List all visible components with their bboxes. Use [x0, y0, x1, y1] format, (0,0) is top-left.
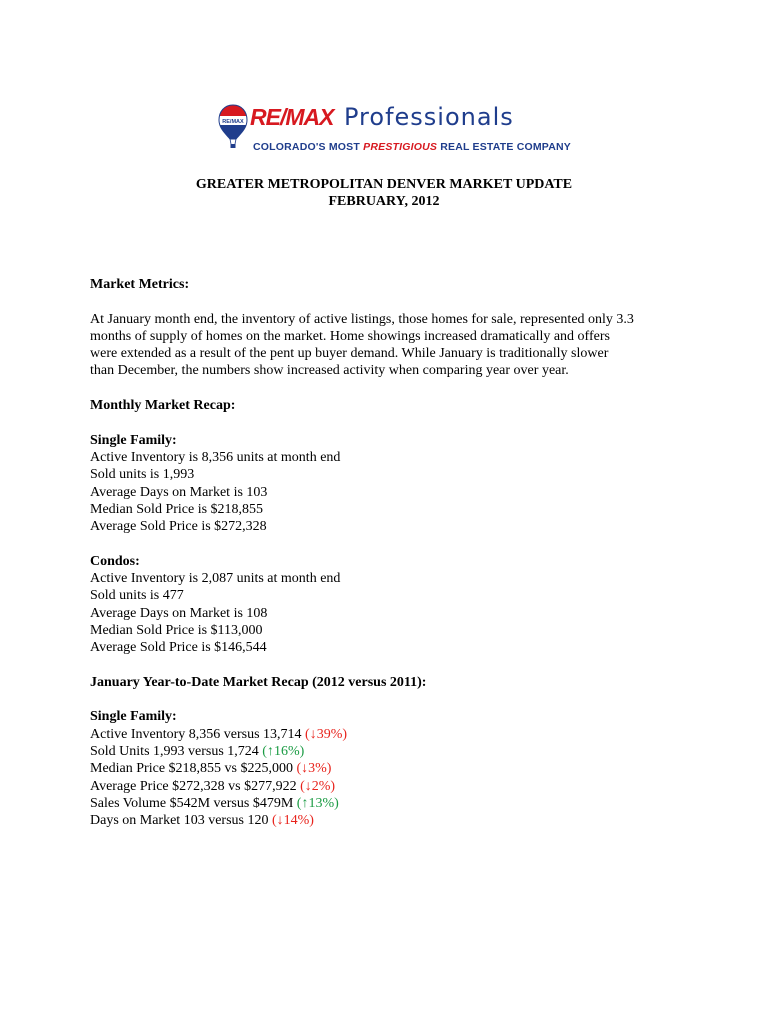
stat-line: Active Inventory is 8,356 units at month end — [90, 449, 341, 465]
change-indicator-up: (↑16%) — [262, 744, 305, 760]
tagline-highlight: PRESTIGIOUS — [363, 141, 438, 153]
ytd-stat-line — [90, 795, 690, 812]
stat-line: Average Sold Price is $146,544 — [90, 640, 267, 656]
change-indicator-up: (↑13%) — [296, 795, 339, 811]
paragraph-line: were extended as a result of the pent up buyer demand. While January is traditionally slower — [90, 346, 609, 362]
monthly-single-family-heading: Single Family: — [90, 432, 177, 448]
stat-line: Sold units is 477 — [90, 588, 184, 604]
logo-tagline — [253, 140, 571, 154]
paragraph-line: At January month end, the inventory of active listings, those homes for sale, represented only 3.3 — [90, 311, 634, 327]
monthly-recap-heading: Monthly Market Recap: — [90, 398, 236, 414]
market-metrics-heading: Market Metrics: — [90, 277, 190, 292]
ytd-stat-text: Sales Volume $542M versus $479M — [90, 795, 297, 811]
ytd-stat-line — [90, 760, 690, 777]
stat-line: Average Days on Market is 103 — [90, 484, 268, 500]
stat-line: Average Sold Price is $272,328 — [90, 519, 267, 535]
change-indicator-down: (↓39%) — [305, 726, 348, 742]
paragraph-line: months of supply of homes on the market. Home showings increased dramatically and offers — [90, 328, 610, 344]
ytd-stat-line — [90, 726, 690, 743]
hot-air-balloon-icon — [218, 104, 248, 152]
remax-professionals-logo — [218, 103, 571, 156]
tagline-part-2: REAL ESTATE COMPANY — [437, 141, 571, 153]
change-indicator-down: (↓14%) — [271, 813, 314, 829]
ytd-stat-line — [90, 778, 690, 795]
market-metrics-paragraph — [90, 311, 690, 380]
ytd-stat-text: Average Price $272,328 vs $277,922 — [90, 778, 301, 794]
stat-line: Average Days on Market is 108 — [90, 605, 268, 621]
ytd-stat-text: Days on Market 103 versus 120 — [90, 813, 272, 829]
paragraph-line: than December, the numbers show increased activity when comparing year over year. — [90, 363, 569, 379]
professionals-brand-text: Professionals — [344, 103, 514, 131]
change-indicator-down: (↓2%) — [300, 778, 336, 794]
stat-line: Active Inventory is 2,087 units at month end — [90, 571, 341, 587]
remax-brand-text: RE/MAX — [250, 104, 334, 130]
document-body — [90, 276, 690, 830]
monthly-condos-heading: Condos: — [90, 553, 140, 569]
ytd-stat-line — [90, 812, 690, 829]
stat-line: Median Sold Price is $113,000 — [90, 622, 263, 638]
change-indicator-down: (↓3%) — [296, 761, 332, 777]
ytd-stat-text: Active Inventory 8,356 versus 13,714 — [90, 726, 306, 742]
ytd-stat-line — [90, 743, 690, 760]
ytd-recap-heading: January Year-to-Date Market Recap (2012 versus 2011): — [90, 674, 427, 690]
ytd-single-family-heading: Single Family: — [90, 709, 177, 725]
ytd-stat-text: Sold Units 1,993 versus 1,724 — [90, 744, 263, 760]
document-title: GREATER METROPOLITAN DENVER MARKET UPDATE — [195, 177, 573, 192]
document-date: FEBRUARY, 2012 — [328, 194, 440, 209]
document-header — [0, 176, 768, 210]
svg-text:RE/MAX: RE/MAX — [222, 119, 244, 125]
stat-line: Sold units is 1,993 — [90, 467, 195, 483]
tagline-part-1: COLORADO'S MOST — [253, 141, 364, 153]
stat-line: Median Sold Price is $218,855 — [90, 501, 264, 517]
ytd-stat-text: Median Price $218,855 vs $225,000 — [90, 761, 297, 777]
